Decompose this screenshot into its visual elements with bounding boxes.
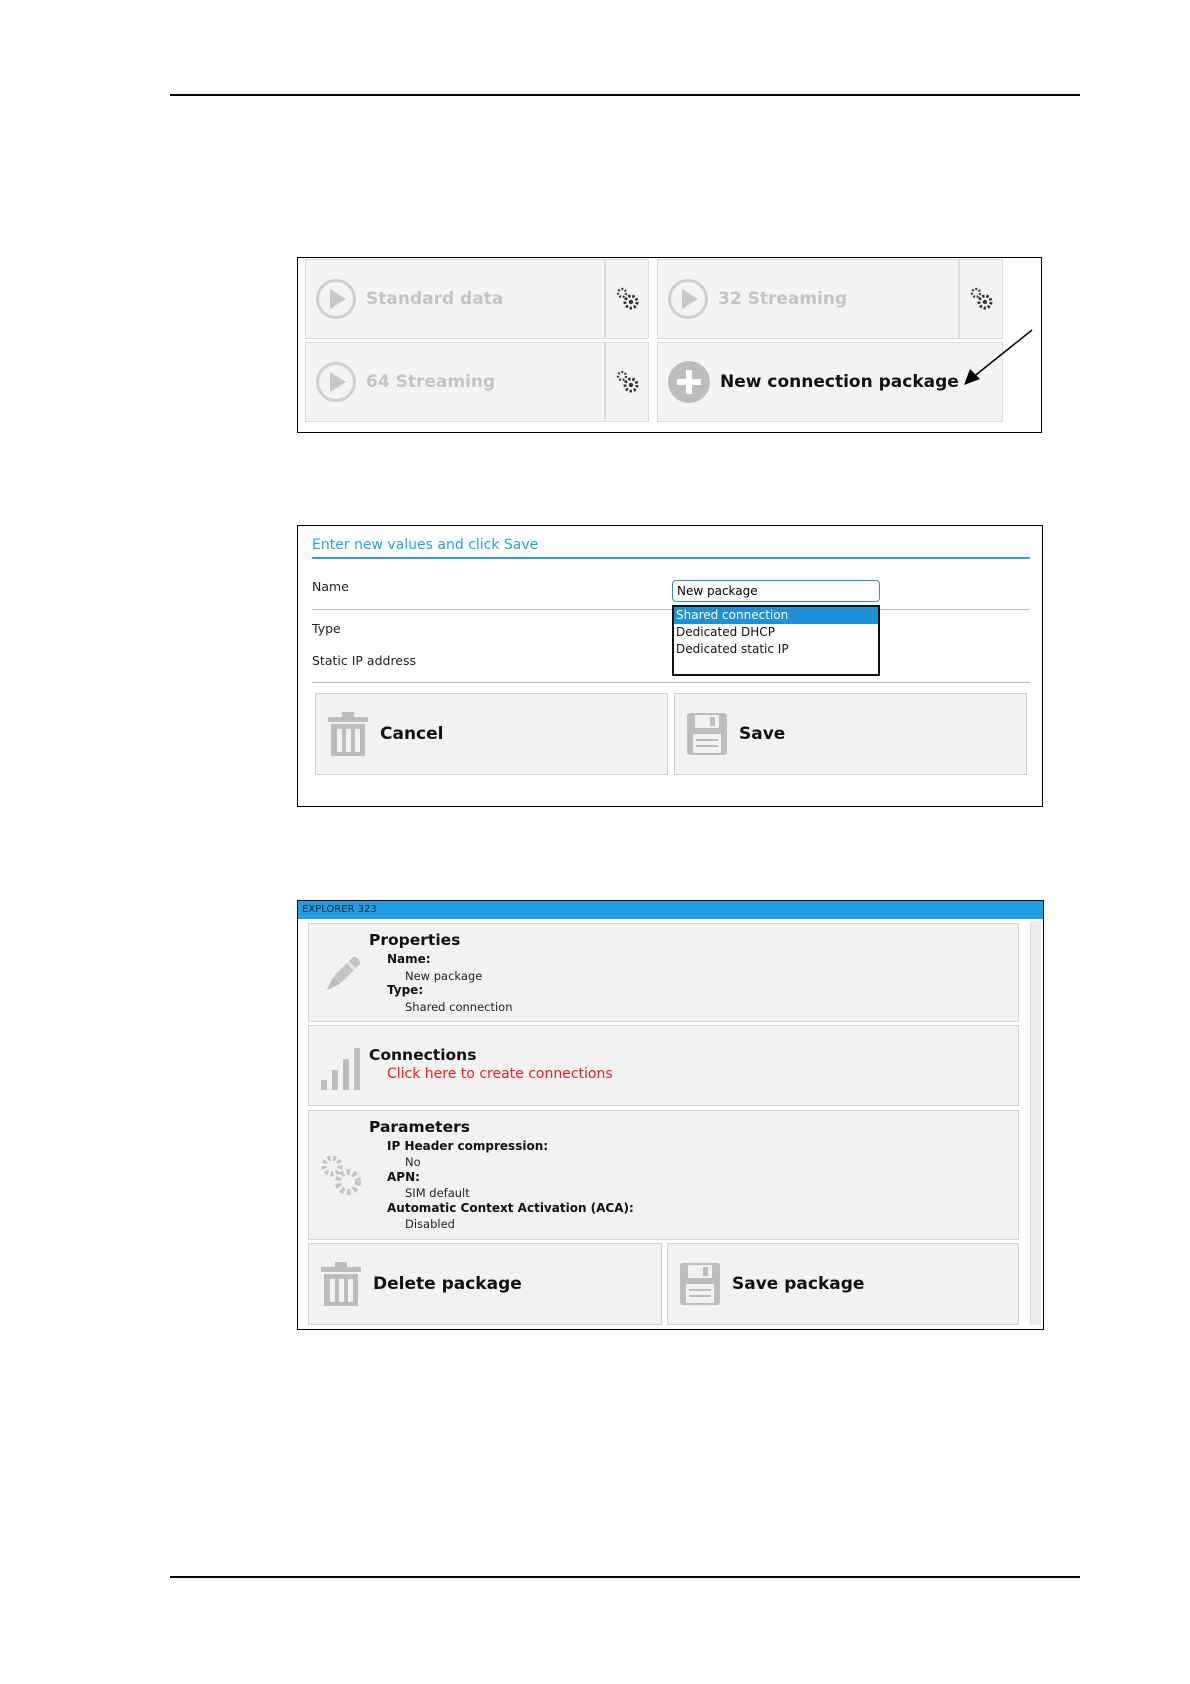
signal-bars-icon bbox=[319, 1046, 363, 1092]
new-connection-package-button[interactable] bbox=[657, 342, 1003, 422]
type-option[interactable]: Shared connection bbox=[674, 607, 878, 624]
settings-button[interactable] bbox=[605, 342, 649, 422]
ip-header-key: IP Header compression: bbox=[387, 1139, 549, 1153]
trash-icon bbox=[326, 711, 370, 757]
connections-panel[interactable] bbox=[308, 1025, 1019, 1106]
play-icon bbox=[316, 279, 356, 319]
type-dropdown-list[interactable] bbox=[672, 605, 880, 676]
apn-value: SIM default bbox=[405, 1186, 470, 1200]
settings-button[interactable] bbox=[605, 259, 649, 339]
apn-key: APN: bbox=[387, 1170, 420, 1184]
name-field[interactable] bbox=[672, 580, 880, 602]
type-key: Type: bbox=[387, 983, 424, 997]
cancel-label: Cancel bbox=[380, 724, 444, 744]
ip-header-value: No bbox=[405, 1155, 421, 1169]
properties-panel[interactable] bbox=[308, 923, 1019, 1022]
divider bbox=[312, 682, 1030, 683]
tile-standard-data[interactable] bbox=[305, 259, 605, 339]
footer-rule bbox=[170, 1576, 1080, 1578]
form-title: Enter new values and click Save bbox=[312, 537, 539, 553]
tile-label: Standard data bbox=[366, 289, 504, 309]
connections-heading: Connections bbox=[369, 1046, 477, 1064]
type-option[interactable]: Dedicated static IP bbox=[676, 642, 789, 656]
delete-package-button[interactable] bbox=[308, 1243, 662, 1325]
create-connections-link[interactable]: Click here to create connections bbox=[387, 1066, 613, 1082]
package-details-figure bbox=[297, 900, 1044, 1330]
type-value: Shared connection bbox=[405, 1000, 513, 1014]
cancel-button[interactable] bbox=[315, 693, 668, 775]
divider bbox=[312, 609, 1030, 610]
name-label: Name bbox=[312, 579, 349, 594]
save-label: Save bbox=[739, 724, 786, 744]
type-option[interactable]: Dedicated DHCP bbox=[676, 625, 775, 639]
play-icon bbox=[316, 362, 356, 402]
save-package-button[interactable] bbox=[667, 1243, 1019, 1325]
window-titlebar: EXPLORER 323 bbox=[298, 901, 1043, 919]
new-package-label: New connection package bbox=[720, 372, 959, 392]
tile-label: 32 Streaming bbox=[718, 289, 848, 309]
gear-icon bbox=[612, 367, 642, 397]
arrow-annotation bbox=[958, 328, 1038, 388]
parameters-heading: Parameters bbox=[369, 1118, 470, 1136]
save-button[interactable] bbox=[674, 693, 1027, 775]
tile-32-streaming[interactable] bbox=[657, 259, 959, 339]
pen-icon bbox=[317, 952, 365, 1000]
header-rule bbox=[170, 94, 1080, 96]
gear-icon bbox=[612, 284, 642, 314]
static-ip-label: Static IP address bbox=[312, 653, 417, 668]
type-label: Type bbox=[312, 621, 341, 636]
connection-packages-figure bbox=[297, 257, 1042, 433]
tile-64-streaming[interactable] bbox=[305, 342, 605, 422]
save-package-label: Save package bbox=[732, 1274, 865, 1294]
title-underline bbox=[312, 557, 1030, 559]
plus-icon bbox=[668, 361, 710, 403]
delete-package-label: Delete package bbox=[373, 1274, 522, 1294]
vertical-scrollbar[interactable] bbox=[1030, 921, 1041, 1325]
gear-icon bbox=[966, 284, 996, 314]
properties-heading: Properties bbox=[369, 931, 461, 949]
name-value: New package bbox=[405, 969, 483, 983]
floppy-disk-icon bbox=[685, 711, 729, 757]
settings-button[interactable] bbox=[959, 259, 1003, 339]
play-icon bbox=[668, 279, 708, 319]
parameters-panel[interactable] bbox=[308, 1110, 1019, 1240]
trash-icon bbox=[319, 1261, 363, 1307]
aca-key: Automatic Context Activation (ACA): bbox=[387, 1201, 634, 1215]
tile-label: 64 Streaming bbox=[366, 372, 496, 392]
aca-value: Disabled bbox=[405, 1217, 455, 1231]
name-key: Name: bbox=[387, 952, 431, 966]
floppy-disk-icon bbox=[678, 1261, 722, 1307]
parameters-gears-icon bbox=[317, 1151, 365, 1199]
new-package-form-figure bbox=[297, 525, 1043, 807]
